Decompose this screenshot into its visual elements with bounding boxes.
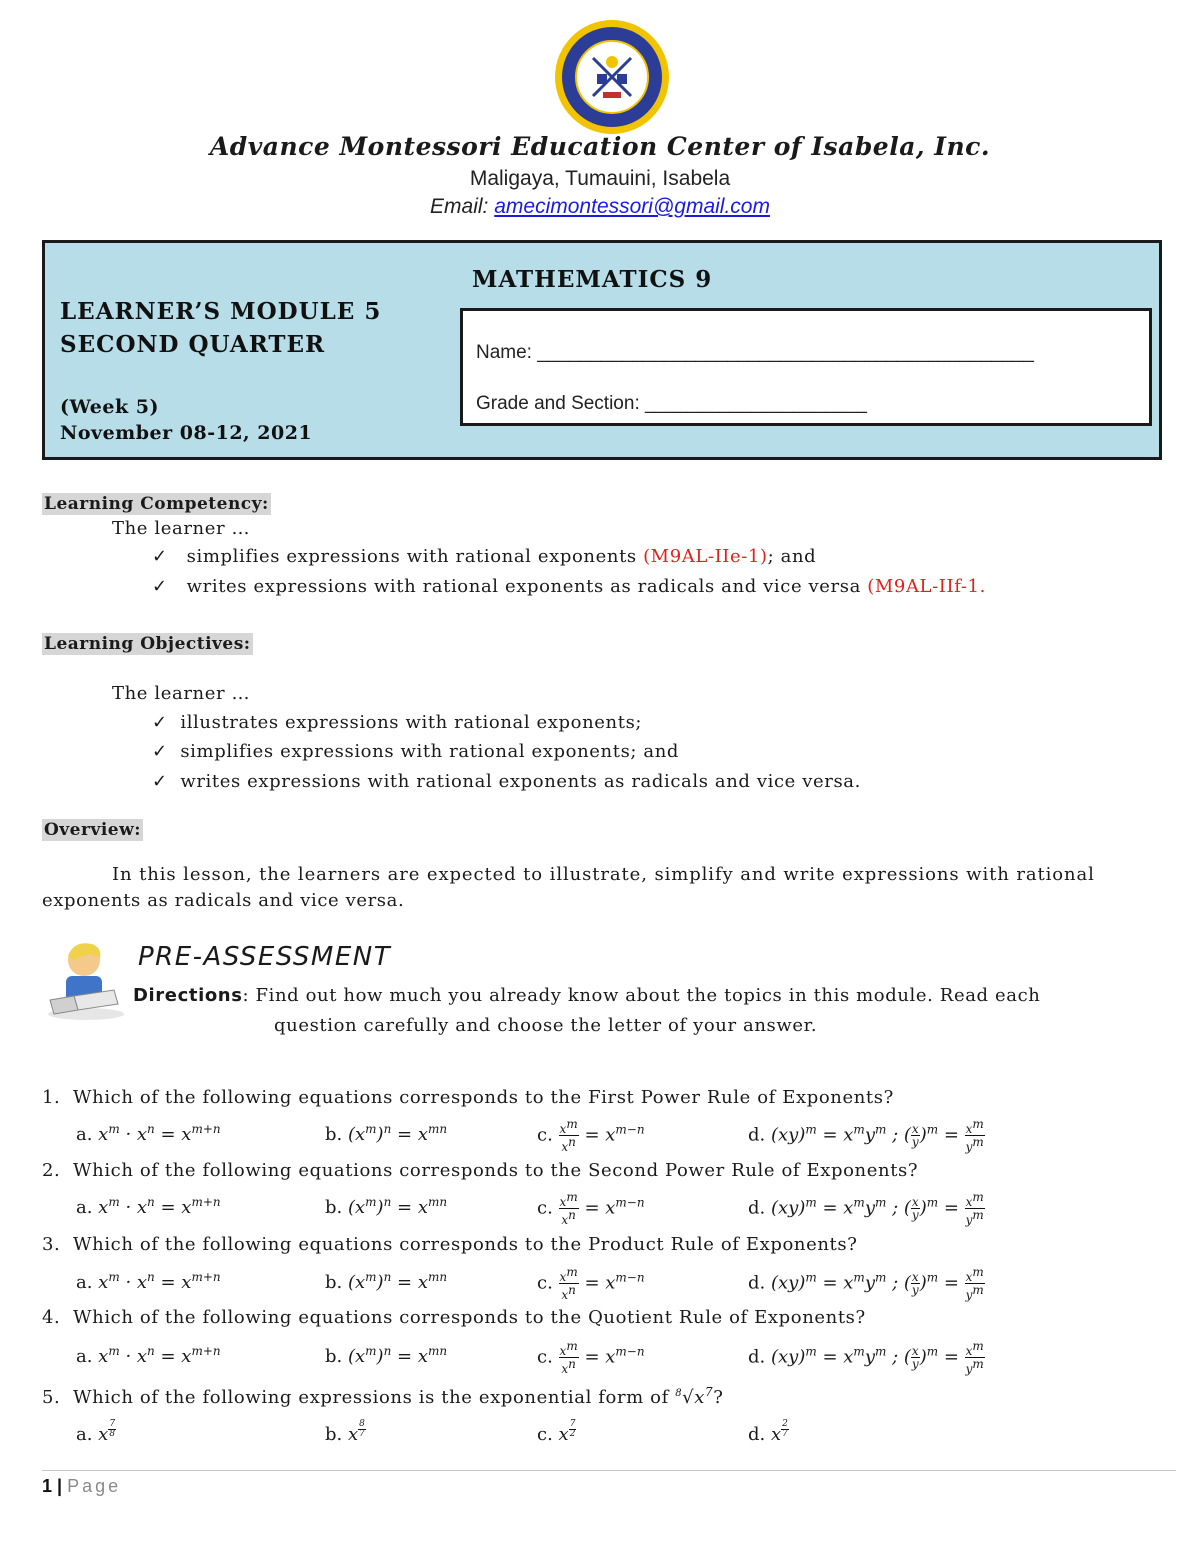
- email-label: Email:: [430, 195, 489, 218]
- pre-assessment-title: PRE-ASSESSMENT: [138, 942, 392, 972]
- option-c[interactable]: c. x $^{\frac{7}{2}}$: [537, 1419, 576, 1445]
- school-name: Advance Montessori Education Center of Isabela, Inc.: [209, 132, 991, 161]
- option-a[interactable]: a. $x^m \cdot x^n = x^{m+n}$: [76, 1195, 221, 1218]
- objectives-heading: Learning Objectives:: [44, 634, 251, 654]
- option-a[interactable]: a. $x^m \cdot x^n = x^{m+n}$: [76, 1270, 221, 1293]
- subject-title: MATHEMATICS 9: [472, 266, 713, 293]
- directions-line: question carefully and choose the letter of your answer.: [274, 1015, 818, 1036]
- email-link[interactable]: amecimontessori@gmail.com: [494, 195, 770, 218]
- quarter-title: SECOND QUARTER: [60, 331, 326, 358]
- check-icon: ✓: [152, 546, 168, 567]
- option-c[interactable]: c. $\frac{x^m}{x^n}$ = $x^{m-n}$: [537, 1117, 645, 1154]
- check-icon: ✓: [152, 771, 168, 792]
- question-5: 5. Which of the following expressions is the exponential form of $^8√x^7$?: [42, 1385, 724, 1408]
- check-icon: ✓: [152, 741, 168, 762]
- option-b[interactable]: b. $(x^m)^n = x^{mn}$: [325, 1270, 448, 1293]
- objectives-intro: The learner …: [112, 683, 251, 704]
- week-label: (Week 5): [60, 396, 159, 418]
- question-3: 3. Which of the following equations corresponds to the Product Rule of Exponents?: [42, 1234, 858, 1255]
- student-reading-image: [44, 938, 128, 1022]
- check-icon: ✓: [152, 576, 168, 597]
- option-c[interactable]: c. $\frac{x^m}{x^n}$ = $x^{m-n}$: [537, 1190, 645, 1227]
- option-d[interactable]: d. $(xy)^m = x^my^m$ ; ( $\frac{x}{y}$ )$^m$ = $\frac{x^m}{y^m}$: [748, 1190, 984, 1227]
- school-address: Maligaya, Tumauini, Isabela: [469, 167, 731, 190]
- objective-item: ✓ simplifies expressions with rational exponents; and: [152, 741, 680, 762]
- overview-line: exponents as radicals and vice versa.: [42, 890, 405, 911]
- date-label: November 08-12, 2021: [60, 422, 313, 444]
- option-c[interactable]: c. $\frac{x^m}{x^n}$ = $x^{m-n}$: [537, 1339, 645, 1376]
- question-4: 4. Which of the following equations corresponds to the Quotient Rule of Exponents?: [42, 1307, 866, 1328]
- page-footer: 1 | Page: [42, 1476, 122, 1496]
- grade-section-field[interactable]: Grade and Section: _____________________: [476, 393, 867, 414]
- footer-divider: [42, 1470, 1176, 1471]
- directions-label: Directions: [133, 985, 243, 1006]
- module-title: LEARNER’S MODULE 5: [60, 298, 382, 325]
- objective-item: ✓ writes expressions with rational exponents as radicals and vice versa.: [152, 771, 861, 792]
- option-d[interactable]: d. $(xy)^m = x^my^m$ ; ( $\frac{x}{y}$ )$^m$ = $\frac{x^m}{y^m}$: [748, 1339, 984, 1376]
- overview-line: In this lesson, the learners are expected to illustrate, simplify and write expressions with rational: [112, 864, 1095, 885]
- objective-item: ✓ illustrates expressions with rational exponents;: [152, 712, 643, 733]
- option-a[interactable]: a. x $^{\frac{7}{8}}$: [76, 1419, 116, 1445]
- school-seal-logo: [553, 18, 671, 136]
- check-icon: ✓: [152, 712, 168, 733]
- competency-intro: The learner …: [112, 518, 251, 539]
- option-c[interactable]: c. $\frac{x^m}{x^n}$ = $x^{m-n}$: [537, 1265, 645, 1302]
- option-a[interactable]: a. $x^m \cdot x^n = x^{m+n}$: [76, 1122, 221, 1145]
- competency-item: ✓ writes expressions with rational exponents as radicals and vice versa (M9AL-IIf-1.: [152, 576, 986, 597]
- competency-item: ✓ simplifies expressions with rational exponents (M9AL-IIe-1); and: [152, 546, 817, 567]
- option-b[interactable]: b. x $^{\frac{8}{7}}$: [325, 1419, 365, 1445]
- overview-heading: Overview:: [44, 820, 142, 840]
- option-b[interactable]: b. $(x^m)^n = x^{mn}$: [325, 1344, 448, 1367]
- question-2: 2. Which of the following equations corresponds to the Second Power Rule of Exponents?: [42, 1160, 919, 1181]
- option-b[interactable]: b. $(x^m)^n = x^{mn}$: [325, 1195, 448, 1218]
- option-b[interactable]: b. $(x^m)^n = x^{mn}$: [325, 1122, 448, 1145]
- competency-heading: Learning Competency:: [44, 494, 269, 514]
- directions-line: Directions: Find out how much you already know about the topics in this module. Read each: [133, 985, 1041, 1006]
- option-a[interactable]: a. $x^m \cdot x^n = x^{m+n}$: [76, 1344, 221, 1367]
- radical-expression: $^8√x^7$: [675, 1385, 714, 1408]
- competency-code: (M9AL-IIf-1.: [867, 576, 986, 597]
- option-d[interactable]: d. x $^{\frac{2}{7}}$: [748, 1419, 788, 1445]
- school-email: [0, 195, 1200, 219]
- page-word: Page: [67, 1476, 122, 1496]
- option-d[interactable]: d. $(xy)^m = x^my^m$ ; ( $\frac{x}{y}$ )$^m$ = $\frac{x^m}{y^m}$: [748, 1117, 984, 1154]
- option-d[interactable]: d. $(xy)^m = x^my^m$ ; ( $\frac{x}{y}$ )$^m$ = $\frac{x^m}{y^m}$: [748, 1265, 984, 1302]
- page-number: 1: [42, 1476, 53, 1496]
- name-field[interactable]: Name: _______________________________________________: [476, 342, 1034, 363]
- competency-code: (M9AL-IIe-1): [643, 546, 768, 567]
- question-1: 1. Which of the following equations corresponds to the First Power Rule of Exponents?: [42, 1087, 894, 1108]
